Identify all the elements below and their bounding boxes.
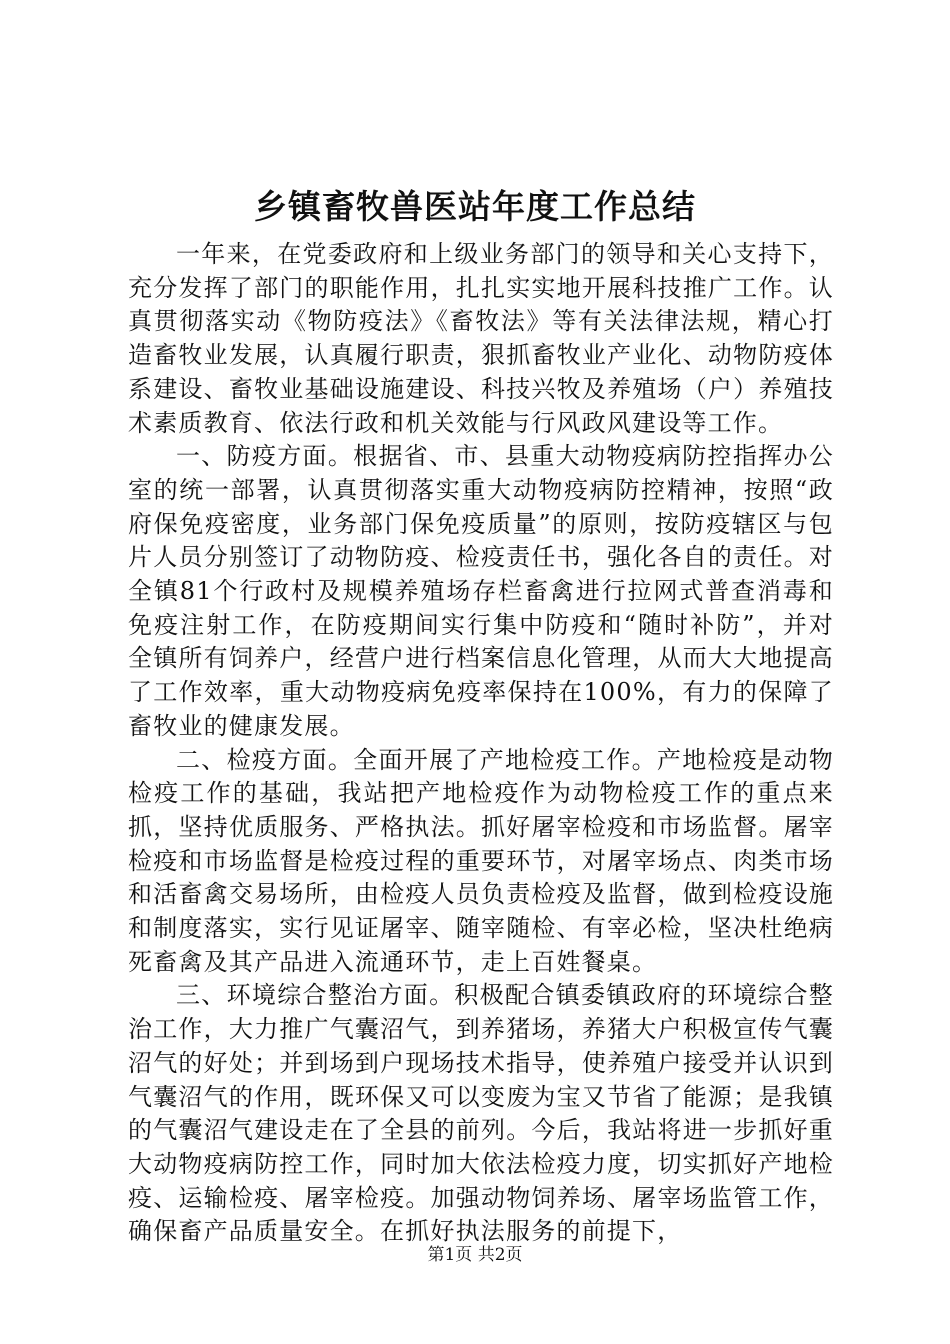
paragraph-intro: 一年来，在党委政府和上级业务部门的领导和关心支持下，充分发挥了部门的职能作用，扎扎实实地开展科技推广工作。认真贯彻落实动《物防疫法》《畜牧法》等有关法律法规，精心打造畜牧业发展，认真履行职责，狠抓畜牧业产业化、动物防疫体系建设、畜牧业基础设施建设、科技兴牧及养殖场（户）养殖技术素质教育、依法行政和机关效能与行风政风建设等工作。 — [128, 240, 834, 437]
paragraph-environment: 三、环境综合整治方面。积极配合镇委镇政府的环境综合整治工作，大力推广气囊沼气，到养猪场，养猪大户积极宣传气囊沼气的好处；并到场到户现场技术指导，使养殖户接受并认识到气囊沼气的作用，既环保又可以变废为宝又节省了能源；是我镇的气囊沼气建设走在了全县的前列。今后，我站将进一步抓好重大动物疫病防控工作，同时加大依法检疫力度，切实抓好产地检疫、运输检疫、屠宰检疫。加强动物饲养场、屠宰场监管工作，确保畜产品质量安全。在抓好执法服务的前提下， — [128, 981, 834, 1246]
document-title: 乡镇畜牧兽医站年度工作总结 — [254, 187, 696, 226]
document-body — [128, 238, 834, 1249]
page-number-footer: 第1页 共2页 — [427, 1245, 523, 1265]
paragraph-epidemic-prevention: 一、防疫方面。根据省、市、县重大动物疫病防控指挥办公室的统一部署，认真贯彻落实重大动物疫病防控精神，按照“政府保免疫密度，业务部门保免疫质量”的原则，按防疫辖区与包片人员分别签订了动物防疫、检疫责任书，强化各自的责任。对全镇81个行政村及规模养殖场存栏畜禽进行拉网式普查消毒和免疫注射工作，在防疫期间实行集中防疫和“随时补防”，并对全镇所有饲养户，经营户进行档案信息化管理，从而大大地提高了工作效率，重大动物疫病免疫率保持在100%，有力的保障了畜牧业的健康发展。 — [128, 442, 834, 740]
paragraph-quarantine: 二、检疫方面。全面开展了产地检疫工作。产地检疫是动物检疫工作的基础，我站把产地检疫作为动物检疫工作的重点来抓，坚持优质服务、严格执法。抓好屠宰检疫和市场监督。屠宰检疫和市场监督是检疫过程的重要环节，对屠宰场点、肉类市场和活畜禽交易场所，由检疫人员负责检疫及监督，做到检疫设施和制度落实，实行见证屠宰、随宰随检、有宰必检，坚决杜绝病死畜禽及其产品进入流通环节，走上百姓餐桌。 — [128, 745, 834, 976]
